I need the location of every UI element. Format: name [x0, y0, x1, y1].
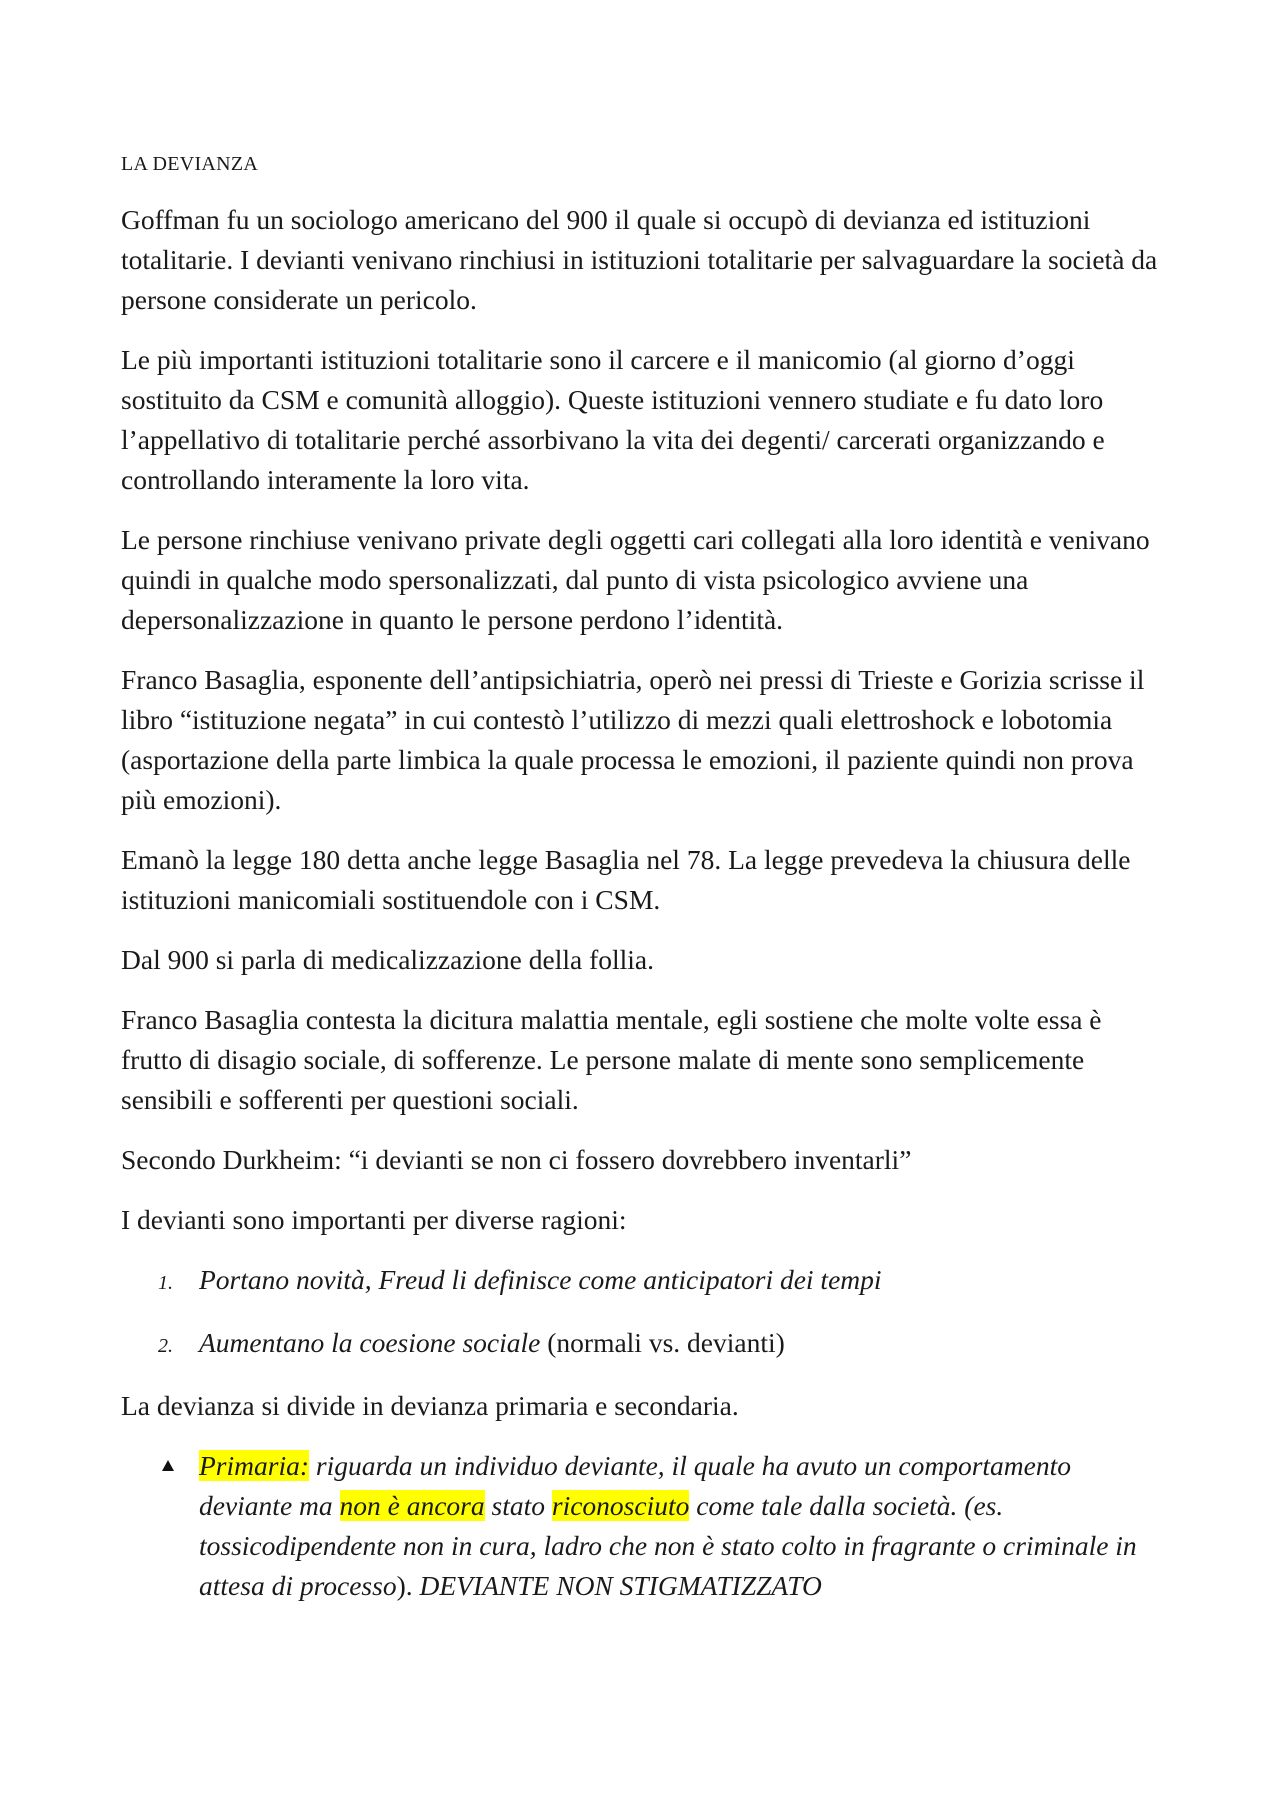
document-title: LA DEVIANZA — [121, 153, 259, 175]
list-item-text: Portano novità, Freud li definisce come anticipatori dei tempi — [199, 1264, 882, 1295]
triangle-bullet-icon — [162, 1460, 174, 1471]
highlighted-label: Primaria: — [199, 1450, 309, 1481]
paragraph-istituzioni: Le più importanti istituzioni totalitarie sono il carcere e il manicomio (al giorno d’oggi sostituito da CSM e comunità alloggio). Queste istituzioni vennero studiate e fu dato loro l’appellativo di totalitarie perché assorbivano la vita dei degenti/ carcerati organizzando e controllando interamente la loro vita. — [121, 344, 1105, 495]
numbered-list — [121, 1260, 1160, 1363]
paragraph-basaglia: Franco Basaglia, esponente dell’antipsichiatria, operò nei pressi di Trieste e Gorizia scrisse il libro “istituzione negata” in cui contestò l’utilizzo di mezzi quali elettroshock e lobotomia (asportazione della parte limbica la quale processa le emozioni, il paziente quindi non prova più emozioni). — [121, 664, 1145, 815]
bullet-list — [121, 1446, 1160, 1606]
list-marker: 1. — [158, 1272, 173, 1294]
bullet-text: stato — [484, 1490, 552, 1521]
paragraph-durkheim: Secondo Durkheim: “i devianti se non ci fossero dovrebbero inventarli” — [121, 1144, 912, 1175]
paragraph-goffman: Goffman fu un sociologo americano del 900 il quale si occupò di devianza ed istituzioni totalitarie. I devianti venivano rinchiusi in istituzioni totalitarie per salvaguardare la società da persone considerate un pericolo. — [121, 204, 1158, 315]
paragraph-medicalizzazione: Dal 900 si parla di medicalizzazione della follia. — [121, 944, 654, 975]
paragraph-legge-180: Emanò la legge 180 detta anche legge Basaglia nel 78. La legge prevedeva la chiusura delle istituzioni manicomiali sostituendole con i CSM. — [121, 844, 1131, 915]
highlighted-text: riconosciuto — [551, 1490, 690, 1521]
bullet-text: DEVIANTE NON STIGMATIZZATO — [412, 1570, 822, 1601]
list-item-suffix: (normali vs. devianti) — [547, 1327, 785, 1358]
bullet-item-primaria — [121, 1446, 1160, 1606]
list-item — [121, 1323, 1160, 1363]
list-marker: 2. — [158, 1335, 173, 1357]
bullet-text: ). — [396, 1570, 413, 1601]
bullet-text: come tale dalla società. (es. tossicodipendente non in cura, ladro che non è stato colto in fragrante o criminale in attesa di processo — [199, 1490, 1137, 1601]
paragraph-malattia-mentale: Franco Basaglia contesta la dicitura malattia mentale, egli sostiene che molte volte essa è frutto di disagio sociale, di sofferenze. Le persone malate di mente sono semplicemente sensibili e sofferenti per questioni sociali. — [121, 1004, 1102, 1115]
bullet-text: riguarda un individuo deviante, il quale ha avuto un comportamento deviante ma — [199, 1450, 1072, 1521]
paragraph-spersonalizzazione: Le persone rinchiuse venivano private degli oggetti cari collegati alla loro identità e venivano quindi in qualche modo spersonalizzati, dal punto di vista psicologico avviene una depersonalizzazione in quanto le persone perdono l’identità. — [121, 524, 1150, 635]
paragraph-ragioni: I devianti sono importanti per diverse ragioni: — [121, 1204, 627, 1235]
paragraph-tipi-devianza: La devianza si divide in devianza primaria e secondaria. — [121, 1390, 739, 1421]
list-item-text: Aumentano la coesione sociale — [199, 1327, 548, 1358]
list-item — [121, 1260, 1160, 1300]
highlighted-text: non è ancora — [339, 1490, 485, 1521]
